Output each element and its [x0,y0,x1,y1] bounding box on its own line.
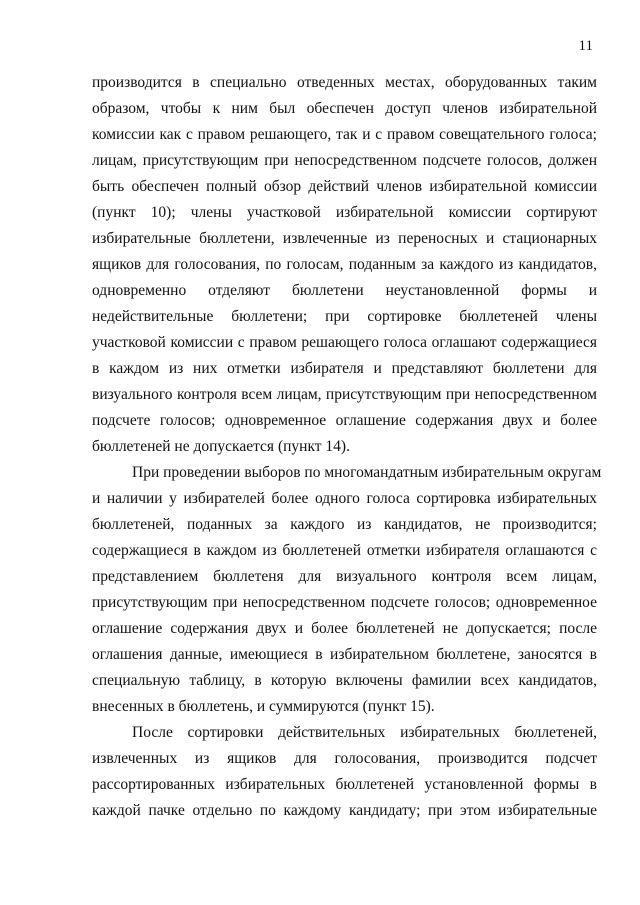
text-line: производится в специально отведенных местах, оборудованных таким [92,74,597,91]
text-line: специальную таблицу, в которую включены фамилии всех кандидатов, [92,672,597,689]
body-text [92,70,602,824]
text-line: быть обеспечен полный обзор действий членов избирательной комиссии [92,178,597,195]
text-line: При проведении выборов по многомандатным избирательным округам [132,464,602,481]
text-line: бюллетеней, поданных за каждого из кандидатов, не производится; [92,516,597,533]
text-line: извлеченных из ящиков для голосования, производится подсчет [92,750,597,767]
text-line: присутствующим при непосредственном подсчете голосов; одновременное [92,594,597,611]
text-line: образом, чтобы к ним был обеспечен доступ членов избирательной [92,100,597,117]
text-line: После сортировки действительных избирательных бюллетеней, [132,724,597,741]
text-line: внесенных в бюллетень, и суммируются (пункт 15). [92,698,435,715]
text-line: и наличии у избирателей более одного голоса сортировка избирательных [92,490,597,507]
text-line: ящиков для голосования, по голосам, поданным за каждого из кандидатов, [92,256,597,273]
text-line: рассортированных избирательных бюллетеней установленной формы в [92,776,597,793]
text-line: участковой комиссии с правом решающего голоса оглашают содержащиеся [92,334,597,351]
text-line: содержащиеся в каждом из бюллетеней отметки избирателя оглашаются с [92,542,597,559]
page-number: 11 [578,38,593,54]
text-line: (пункт 10); члены участковой избирательной комиссии сортируют [92,204,597,221]
text-line: комиссии как с правом решающего, так и с правом совещательного голоса; [92,126,597,143]
text-line: одновременно отделяют бюллетени неустановленной формы и [92,282,597,299]
text-line: оглашения данные, имеющиеся в избирательном бюллетене, заносятся в [92,646,597,663]
text-line: каждой пачке отдельно по каждому кандидату; при этом избирательные [92,802,597,819]
text-line: бюллетеней не допускается (пункт 14). [92,438,350,455]
text-line: подсчете голосов; одновременное оглашение содержания двух и более [92,412,597,429]
text-line: в каждом из них отметки избирателя и представляют бюллетени для [92,360,597,377]
text-line: представлением бюллетеня для визуального контроля всем лицам, [92,568,597,585]
text-line: недействительные бюллетени; при сортировке бюллетеней члены [92,308,597,325]
text-line: избирательные бюллетени, извлеченные из переносных и стационарных [92,230,597,247]
text-line: визуального контроля всем лицам, присутствующим при непосредственном [92,386,597,403]
text-line: лицам, присутствующим при непосредственном подсчете голосов, должен [92,152,597,169]
text-line: оглашение содержания двух и более бюллетеней не допускается; после [92,620,597,637]
